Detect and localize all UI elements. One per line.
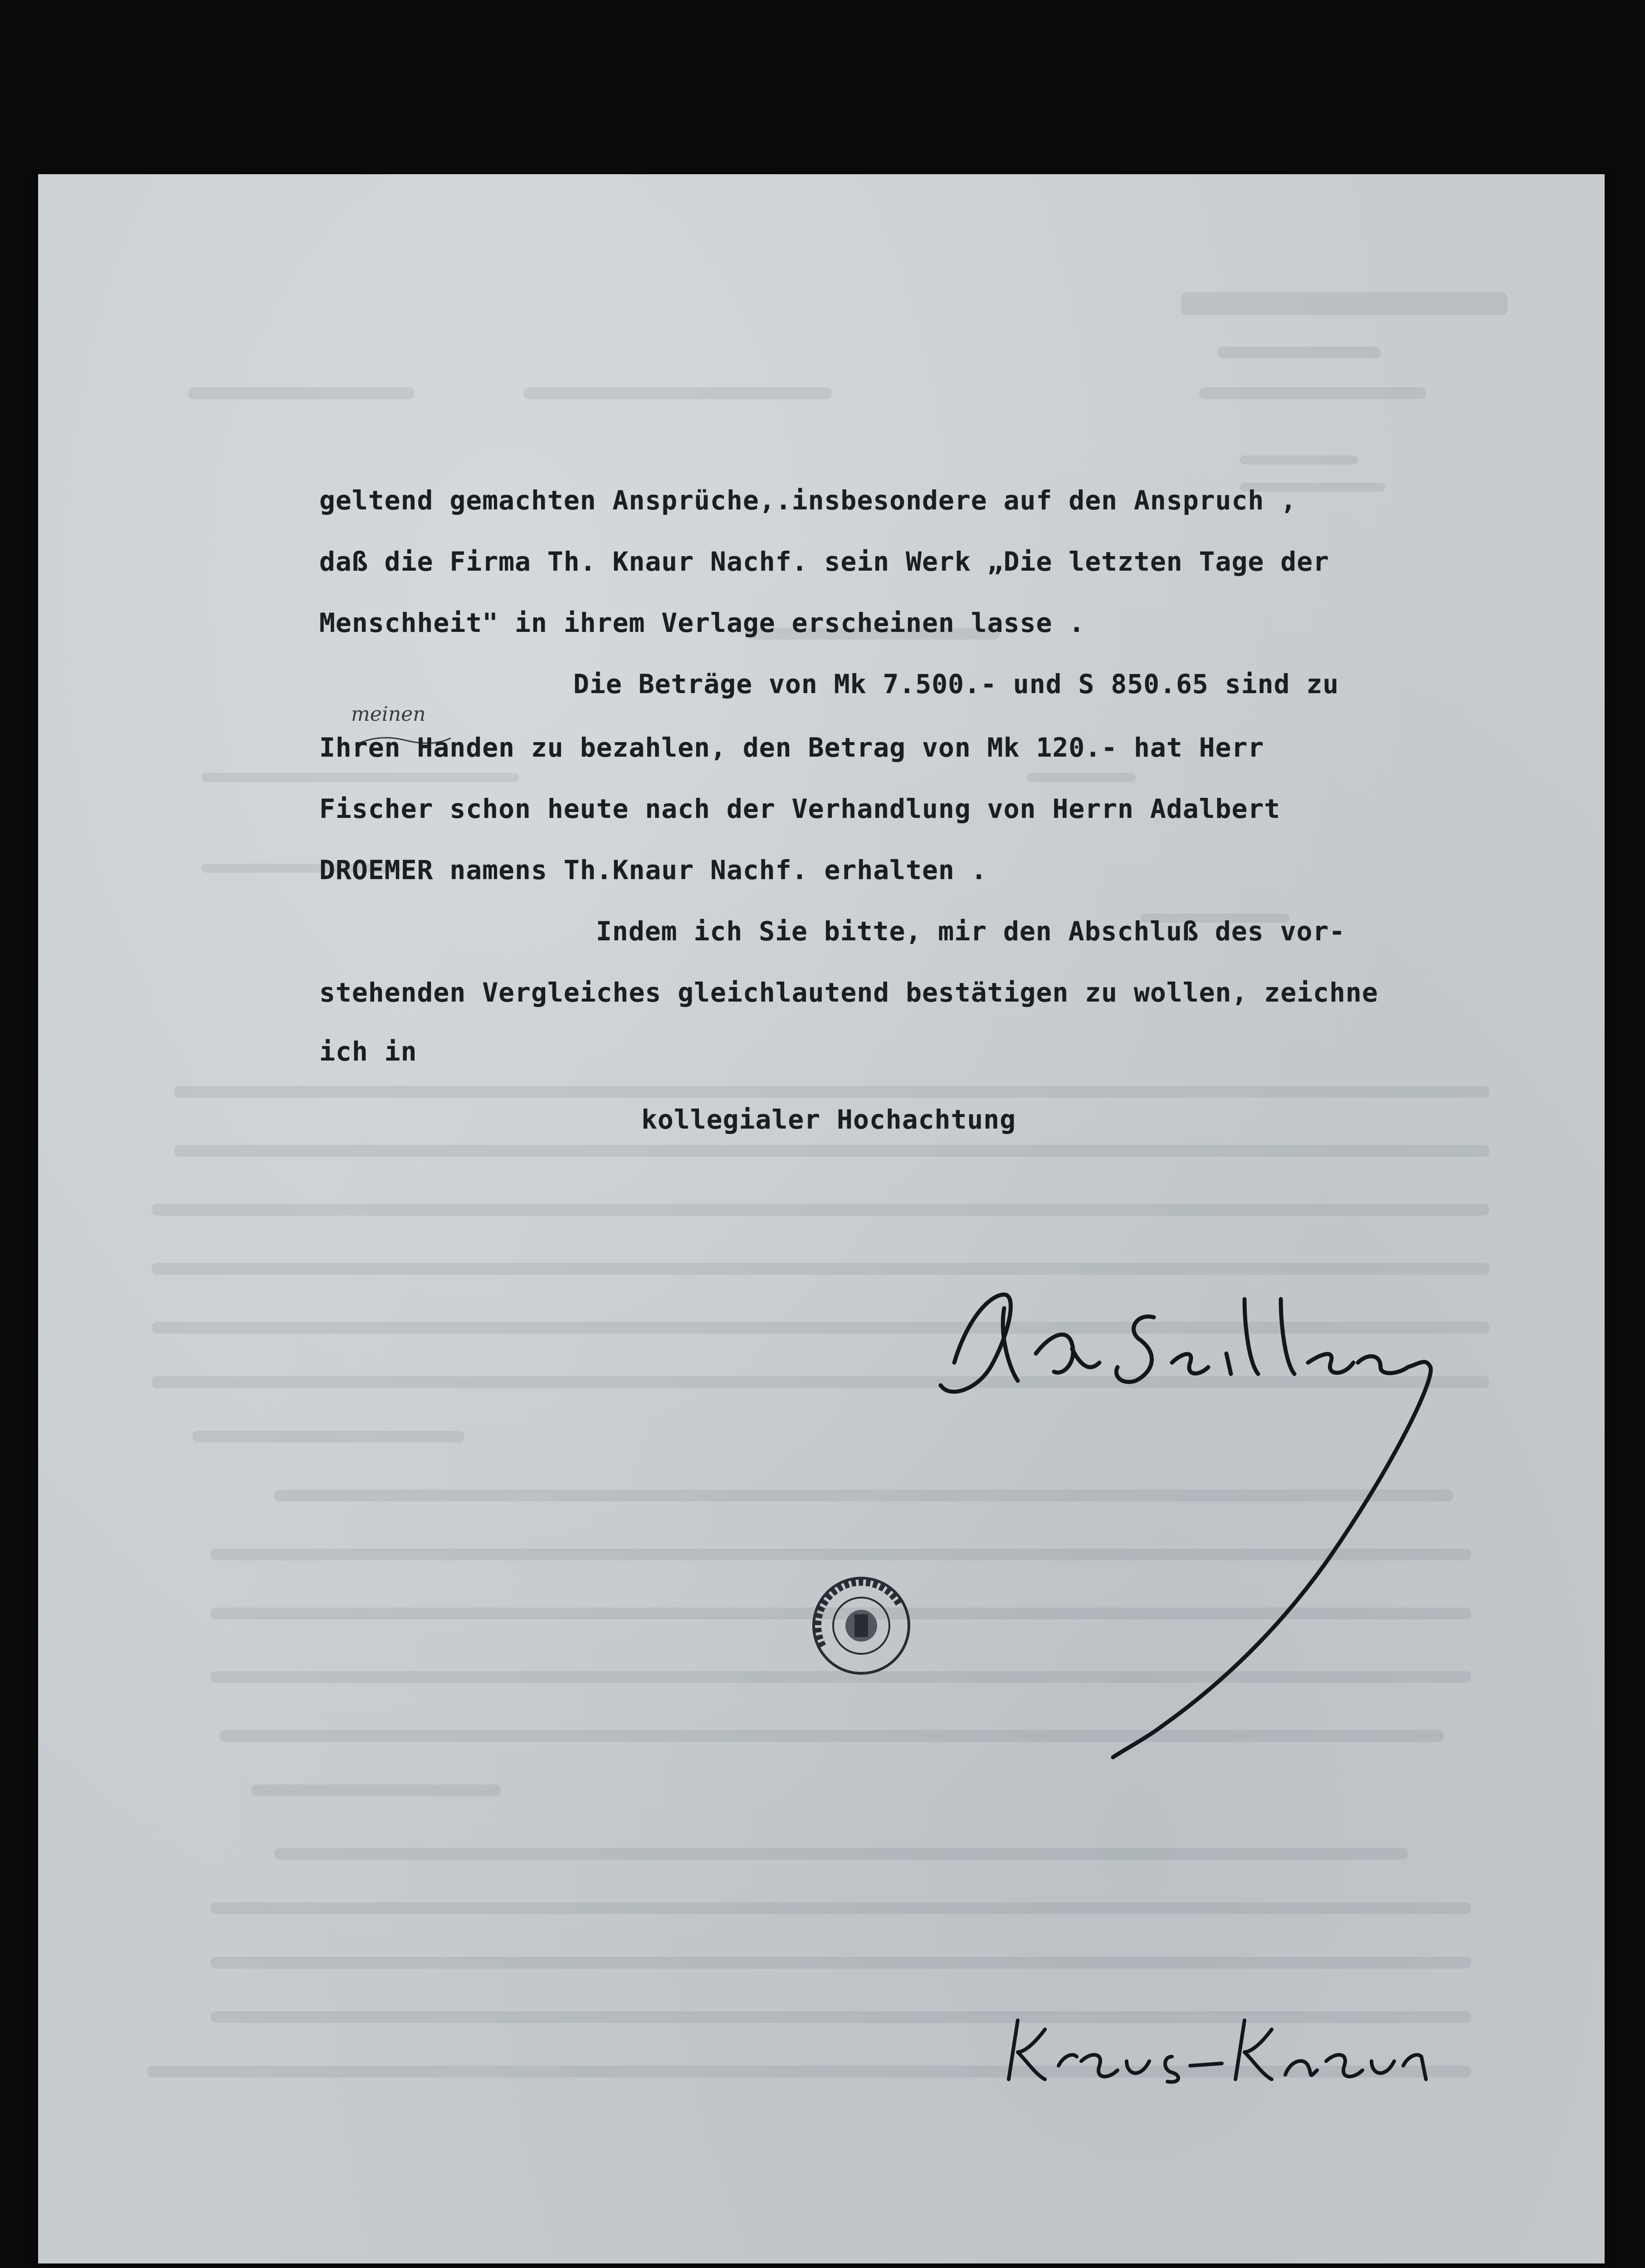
signature-seiller: [900, 1217, 1499, 1830]
body-line-3: Menschheit" in ihrem Verlage erscheinen lasse .: [319, 607, 1085, 638]
body-line-7: DROEMER namens Th.Knaur Nachf. erhalten .: [319, 855, 987, 885]
body-line-6: Fischer schon heute nach der Verhandlung von Herrn Adalbert: [319, 793, 1281, 824]
body-line-4: Die Beträge von Mk 7.500.- und S 850.65 sind zu: [573, 669, 1339, 699]
body-line-8: Indem ich Sie bitte, mir den Abschluß des vor-: [596, 916, 1346, 947]
body-line-10: ich in: [319, 1036, 417, 1067]
body-line-1: geltend gemachten Ansprüche,.insbesondere auf den Anspruch ,: [319, 485, 1297, 516]
library-stamp: [809, 1574, 913, 1678]
body-line-5: Ihren Handen zu bezahlen, den Betrag von Mk 120.- hat Herr: [319, 732, 1264, 763]
closing-line: kollegialer Hochachtung: [641, 1104, 1016, 1135]
handwritten-insert: meinen: [351, 703, 426, 726]
signature-kraus-knaur: [991, 1989, 1444, 2102]
body-line-2: daß die Firma Th. Knaur Nachf. sein Werk „Die letzten Tage der: [319, 546, 1329, 577]
letter-page: [38, 174, 1605, 2263]
body-line-9: stehenden Vergleiches gleichlautend bestätigen zu wollen, zeichne: [319, 977, 1378, 1008]
